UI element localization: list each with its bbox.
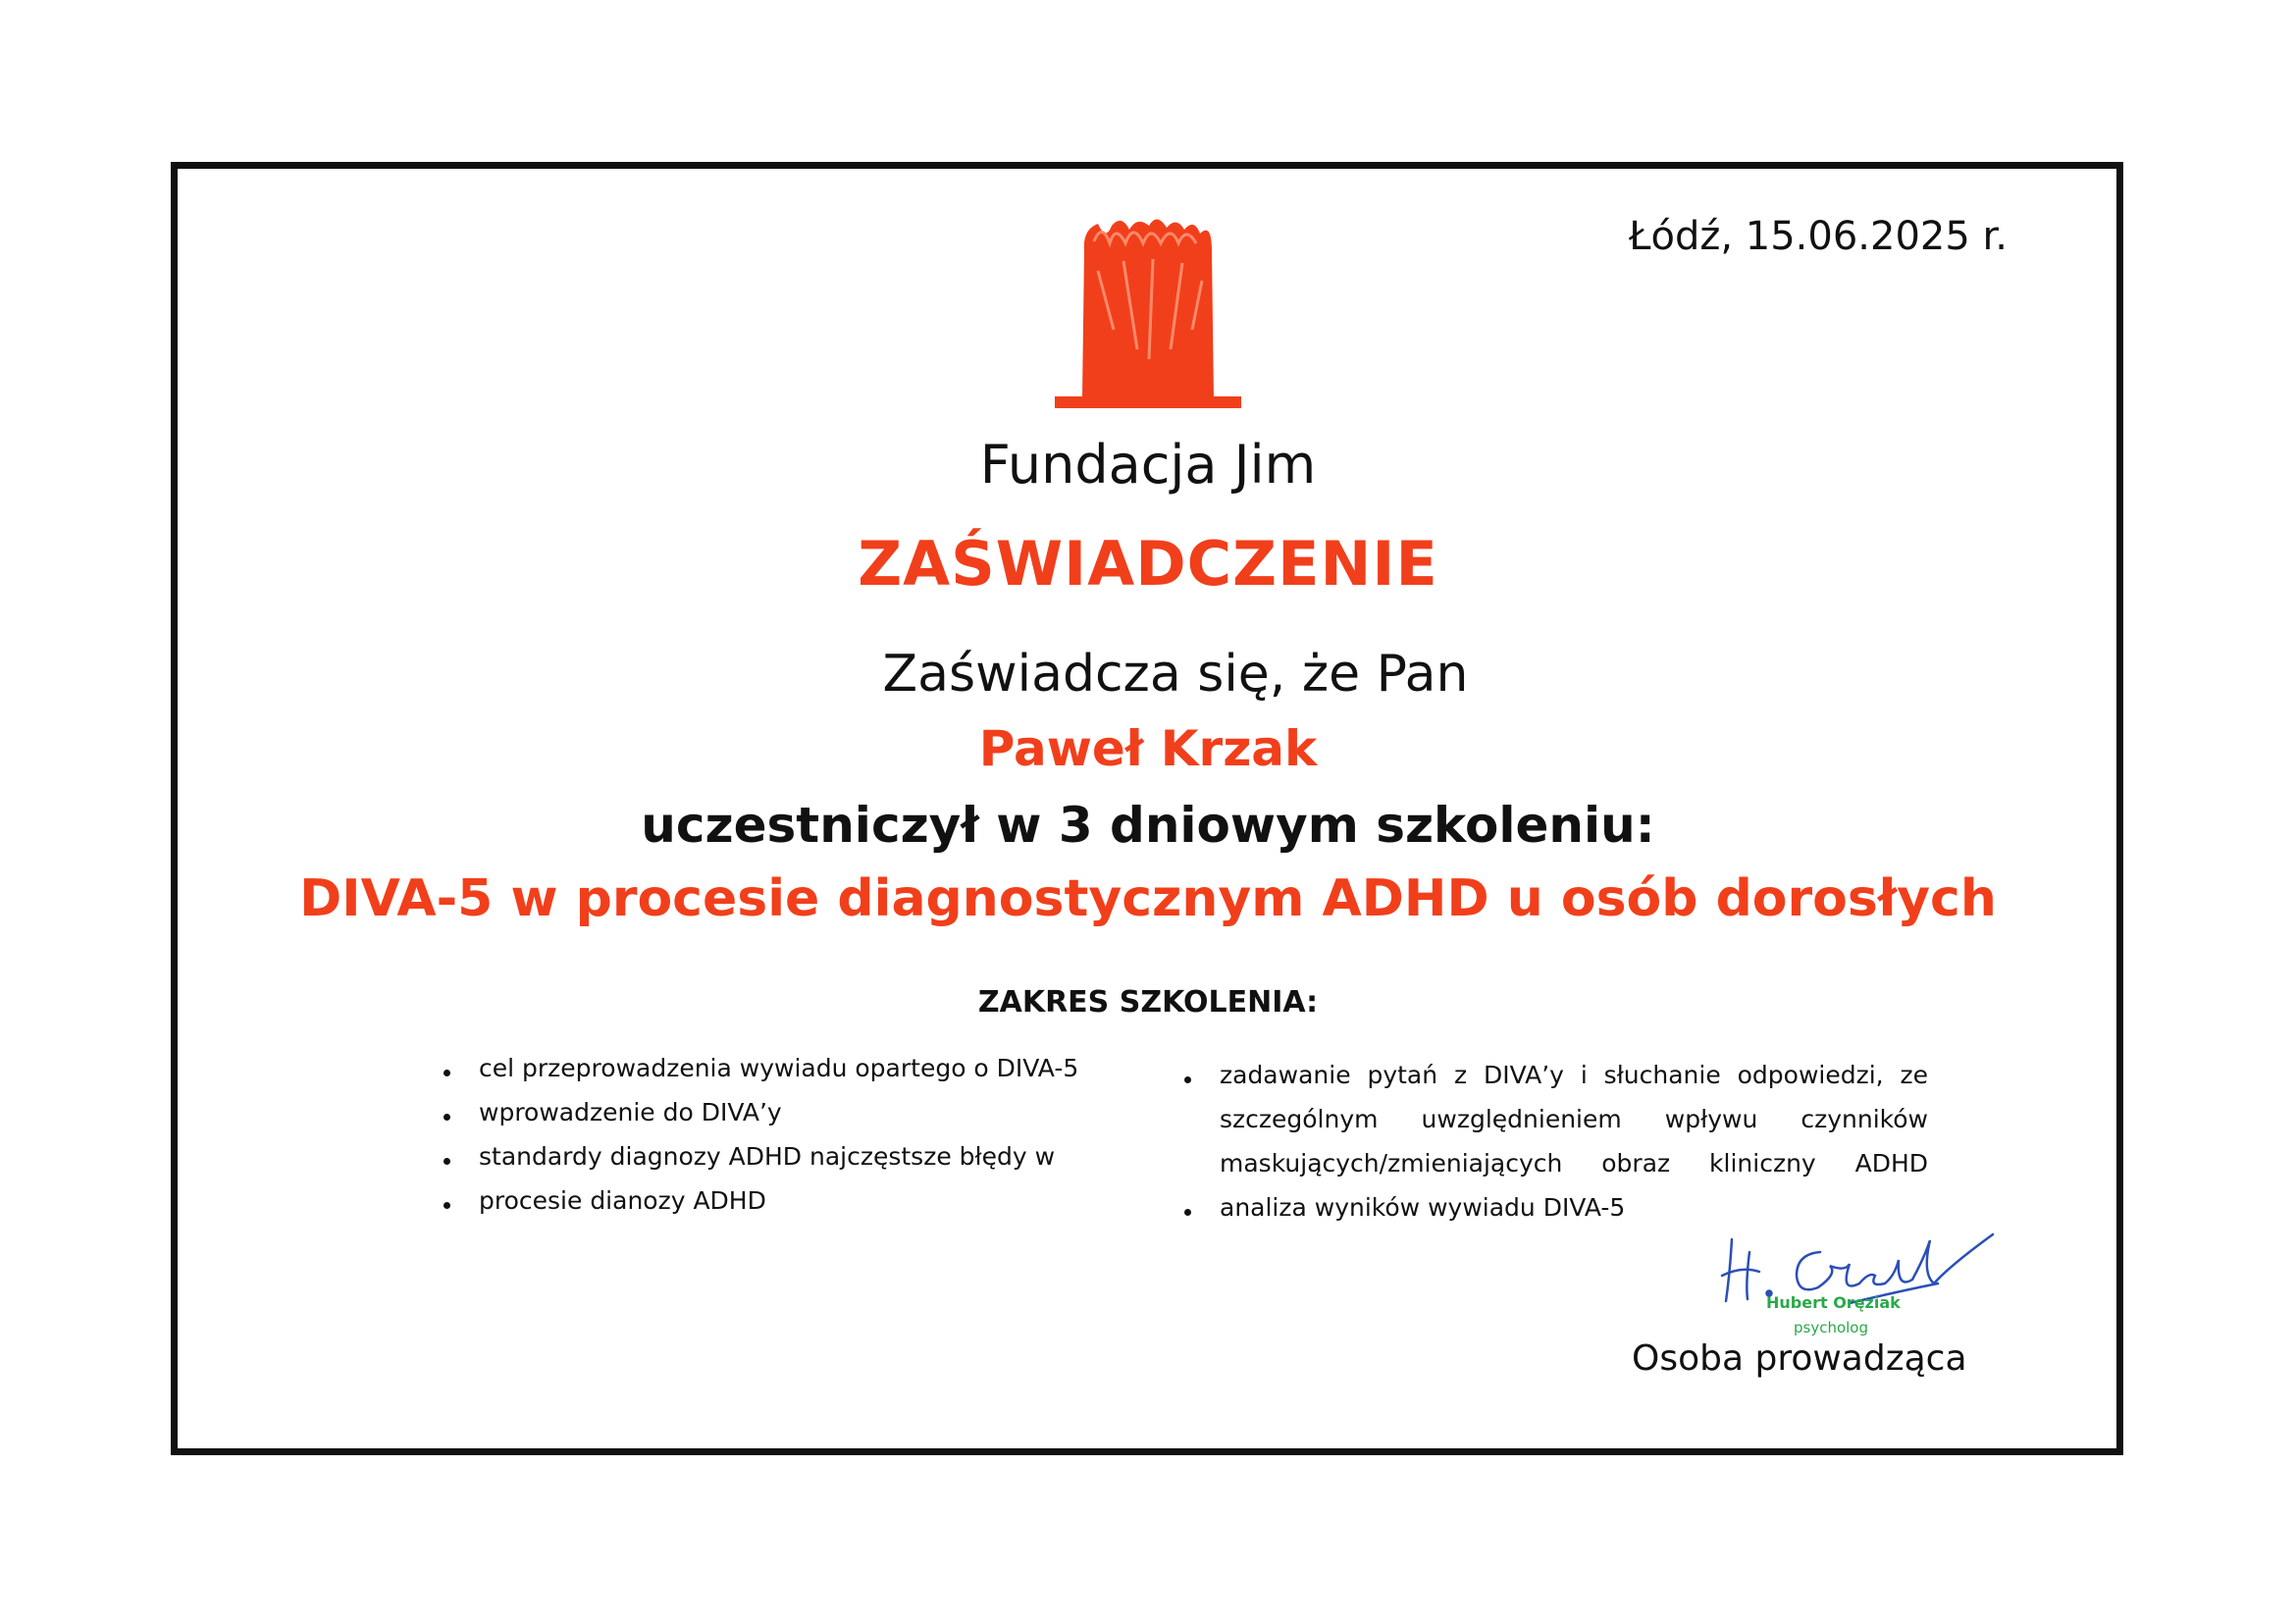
signature-caption: Osoba prowadząca xyxy=(1632,1338,1967,1379)
scope-list-right xyxy=(1182,1053,1928,1230)
participation-statement: uczestniczył w 3 dniowym szkoleniu: xyxy=(641,797,1655,854)
certificate-intro: Zaświadcza się, że Pan xyxy=(882,645,1469,704)
course-title: DIVA-5 w procesie diagnostycznym ADHD u osób dorosłych xyxy=(299,869,1997,928)
stamp-role: psycholog xyxy=(1794,1319,1869,1336)
participant-name: Paweł Krzak xyxy=(978,720,1318,777)
list-item: zadawanie pytań z DIVA’y i słuchanie odpowiedzi, ze szczególnym uwzględnieniem wpływu czynników maskujących/zmieniających obraz kliniczny ADHD xyxy=(1182,1053,1928,1185)
signature-icon xyxy=(1702,1215,1997,1333)
list-item: standardy diagnozy ADHD najczęstsze błędy w xyxy=(442,1134,1078,1178)
list-item: procesie dianozy ADHD xyxy=(442,1178,1078,1223)
organization-name: Fundacja Jim xyxy=(979,434,1317,496)
list-item: analiza wyników wywiadu DIVA-5 xyxy=(1182,1185,1928,1230)
scope-heading: ZAKRES SZKOLENIA: xyxy=(977,985,1319,1020)
stamp-name: Hubert Oręziak xyxy=(1766,1293,1901,1312)
scope-list-left xyxy=(442,1046,1078,1223)
orange-crown-logo-icon xyxy=(1055,212,1241,415)
list-item: cel przeprowadzenia wywiadu opartego o DIVA-5 xyxy=(442,1046,1078,1090)
certificate-title: ZAŚWIADCZENIE xyxy=(858,528,1438,600)
issue-date: Łódź, 15.06.2025 r. xyxy=(1629,214,2008,259)
list-item: wprowadzenie do DIVA’y xyxy=(442,1090,1078,1134)
